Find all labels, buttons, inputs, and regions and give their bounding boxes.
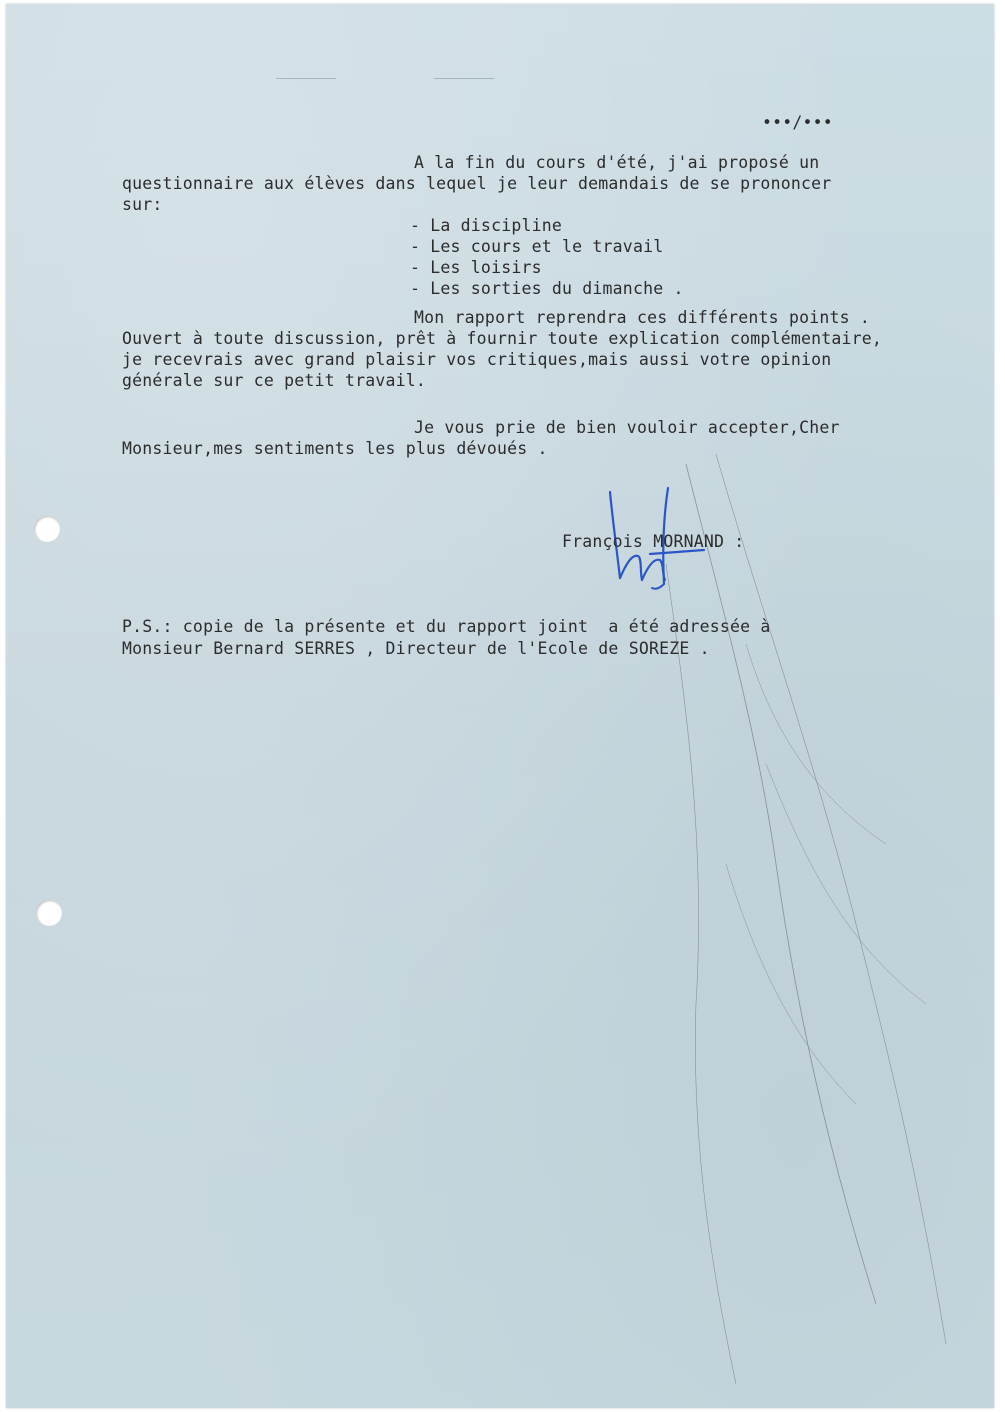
topic-item: - Les cours et le travail	[410, 237, 664, 256]
postscript-line-1: P.S.: copie de la présente et du rapport joint a été adressée à	[122, 617, 771, 636]
signatory-name: François MORNAND :	[562, 532, 745, 551]
paragraph-2-line-3: je recevrais avec grand plaisir vos critiques,mais aussi votre opinion	[122, 350, 832, 369]
topic-item: - La discipline	[410, 216, 563, 235]
postscript-line-2: Monsieur Bernard SERRES , Directeur de l'Ecole de SOREZE .	[122, 639, 710, 658]
paragraph-1-line-1: A la fin du cours d'été, j'ai proposé un	[414, 153, 820, 172]
paragraph-2-line-1: Mon rapport reprendra ces différents points .	[414, 308, 871, 327]
topic-item: - Les loisirs	[410, 258, 542, 277]
top-rule-right	[434, 78, 494, 79]
punch-hole-lower	[36, 900, 62, 926]
paragraph-2-line-2: Ouvert à toute discussion, prêt à fournir toute explication complémentaire,	[122, 329, 883, 348]
page-continuation-mark: •••/•••	[762, 113, 833, 132]
letter-page	[6, 4, 994, 1408]
paragraph-1-line-3: sur:	[122, 195, 163, 214]
top-rule-left	[276, 78, 336, 79]
topic-item: - Les sorties du dimanche .	[410, 279, 684, 298]
paragraph-2-line-4: générale sur ce petit travail.	[122, 371, 427, 390]
closing-line-1: Je vous prie de bien vouloir accepter,Cher	[414, 418, 840, 437]
punch-hole-upper	[34, 516, 60, 542]
paragraph-1-line-2: questionnaire aux élèves dans lequel je leur demandais de se prononcer	[122, 174, 832, 193]
closing-line-2: Monsieur,mes sentiments les plus dévoués .	[122, 439, 548, 458]
pencil-marks	[626, 444, 966, 1404]
